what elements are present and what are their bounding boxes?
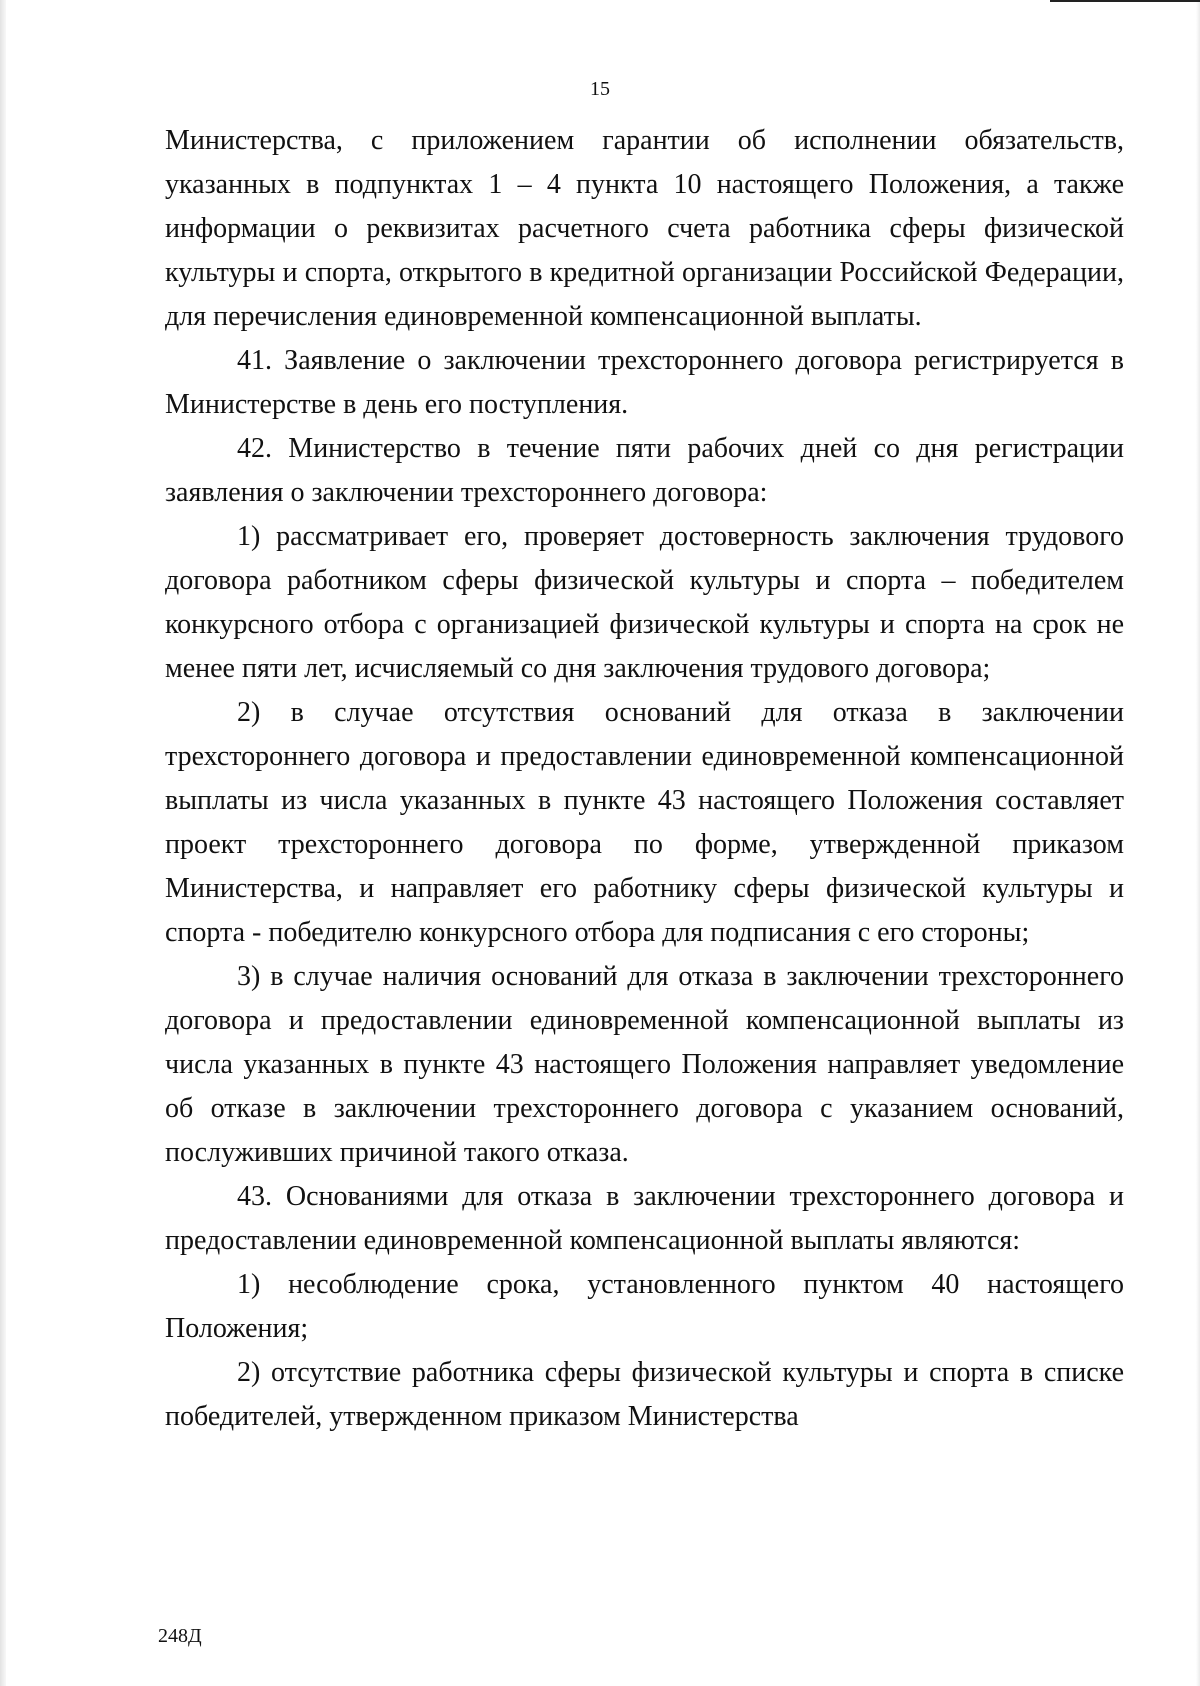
paragraph-43: 43. Основаниями для отказа в заключении трехстороннего договора и предоставлении единовременной компенсационной выплаты являются: — [165, 1181, 1124, 1256]
paragraph-42-item-1: 1) рассматривает его, проверяет достоверность заключения трудового договора работником сферы физической культуры и спорта – победителем конкурсного отбора с организацией физической культуры и спорта на срок не менее пяти лет, исчисляемый со дня заключения трудового договора; — [165, 521, 1124, 684]
paragraph-42-item-2: 2) в случае отсутствия оснований для отказа в заключении трехстороннего договора и предоставлении единовременной компенсационной выплаты из числа указанных в пункте 43 настоящего Положения составляет проект трехстороннего договора по форме, утвержденной приказом Министерства, и направляет его работнику сферы физической культуры и спорта - победителю конкурсного отбора для подписания с его стороны; — [165, 697, 1124, 948]
document-footer-code: 248Д — [158, 1625, 202, 1647]
page-number: 15 — [590, 78, 610, 100]
document-body — [165, 119, 1124, 1439]
top-rule-line — [1050, 0, 1200, 2]
paragraph-41: 41. Заявление о заключении трехстороннего договора регистрируется в Министерстве в день его поступления. — [165, 345, 1124, 420]
paragraph-continuation: Министерства, с приложением гарантии об исполнении обязательств, указанных в подпунктах 1 – 4 пункта 10 настоящего Положения, а также информации о реквизитах расчетного счета работника сферы физической культуры и спорта, открытого в кредитной организации Российской Федерации, для перечисления единовременной компенсационной выплаты. — [165, 125, 1124, 332]
paragraph-42: 42. Министерство в течение пяти рабочих дней со дня регистрации заявления о заключении трехстороннего договора: — [165, 433, 1124, 508]
paragraph-43-item-1: 1) несоблюдение срока, установленного пунктом 40 настоящего Положения; — [165, 1269, 1124, 1344]
paragraph-43-item-2: 2) отсутствие работника сферы физической культуры и спорта в списке победителей, утвержденном приказом Министерства — [165, 1357, 1124, 1432]
scan-edge-right — [1196, 0, 1200, 1686]
scan-edge-left — [0, 0, 6, 1686]
paragraph-42-item-3: 3) в случае наличия оснований для отказа в заключении трехстороннего договора и предоставлении единовременной компенсационной выплаты из числа указанных в пункте 43 настоящего Положения направляет уведомление об отказе в заключении трехстороннего договора с указанием оснований, послуживших причиной такого отказа. — [165, 961, 1124, 1168]
